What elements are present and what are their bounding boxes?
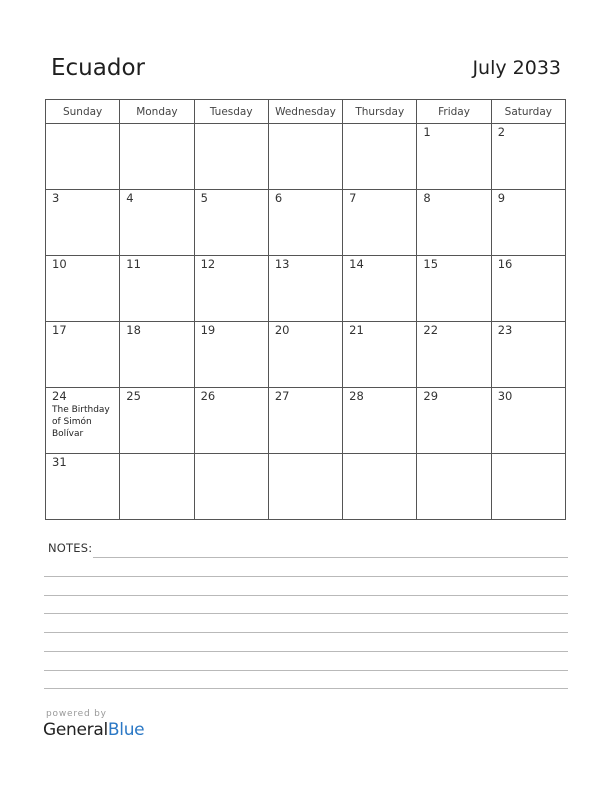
note-line (44, 632, 568, 633)
day-number: 17 (52, 323, 67, 337)
day-number: 25 (126, 389, 141, 403)
day-number: 22 (423, 323, 439, 337)
day-cell (46, 322, 120, 388)
day-cell (491, 124, 565, 190)
day-number: 6 (274, 191, 283, 205)
weekday-friday: Friday (417, 100, 491, 124)
day-cell (46, 454, 120, 520)
day-number: 14 (349, 257, 364, 271)
day-cell (343, 388, 417, 454)
note-line (44, 613, 568, 614)
day-number (343, 454, 416, 456)
day-cell (120, 454, 194, 520)
day-cell (417, 454, 491, 520)
day-cell (194, 124, 268, 190)
generalblue-logo (43, 720, 144, 740)
day-cell (46, 124, 120, 190)
day-number: 21 (349, 323, 364, 337)
day-cell (417, 388, 491, 454)
day-cell (491, 322, 565, 388)
week-row (46, 454, 566, 520)
day-number: 18 (126, 323, 141, 337)
week-row (46, 190, 566, 256)
notes-label: NOTES: (48, 541, 93, 555)
day-number (343, 124, 416, 126)
day-number (417, 454, 490, 456)
day-number: 11 (126, 257, 141, 271)
day-cell (120, 124, 194, 190)
weekday-header-row (46, 100, 566, 124)
day-cell (194, 190, 268, 256)
weekday-thursday: Thursday (343, 100, 417, 124)
day-number: 24 (52, 389, 67, 403)
day-number: 2 (497, 125, 506, 139)
day-cell (194, 388, 268, 454)
day-cell (194, 454, 268, 520)
day-number: 16 (497, 257, 513, 271)
day-cell (120, 256, 194, 322)
weekday-saturday: Saturday (491, 100, 565, 124)
month-year-title: July 2033 (472, 57, 561, 79)
day-number: 19 (200, 323, 216, 337)
day-number: 31 (52, 455, 67, 469)
day-cell (491, 256, 565, 322)
day-cell (268, 454, 342, 520)
day-cell (417, 322, 491, 388)
day-cell (268, 190, 342, 256)
day-number: 5 (200, 191, 208, 205)
day-number (195, 454, 268, 456)
day-cell (491, 454, 565, 520)
week-row (46, 388, 566, 454)
brand-general: General (43, 720, 108, 740)
day-cell (491, 388, 565, 454)
day-cell (417, 256, 491, 322)
day-cell (46, 190, 120, 256)
note-line (44, 670, 568, 671)
holiday-label: The Birthday of Simón Bolívar (52, 405, 110, 439)
day-number: 4 (126, 191, 134, 205)
day-number: 27 (274, 389, 290, 403)
week-row (46, 322, 566, 388)
week-row (46, 256, 566, 322)
day-number (46, 124, 119, 126)
day-cell (268, 322, 342, 388)
brand-blue: Blue (107, 720, 145, 740)
day-cell (120, 322, 194, 388)
day-cell (194, 256, 268, 322)
day-number: 23 (497, 323, 513, 337)
day-number (195, 124, 268, 126)
day-number: 10 (52, 257, 67, 271)
day-cell (268, 256, 342, 322)
day-number (492, 454, 565, 456)
note-line (44, 651, 568, 652)
note-line (93, 557, 568, 558)
weekday-sunday: Sunday (46, 100, 120, 124)
powered-by-text: powered by (46, 709, 107, 719)
day-number: 13 (274, 257, 290, 271)
calendar-grid (45, 99, 566, 520)
day-number: 7 (349, 191, 357, 205)
day-number: 29 (423, 389, 439, 403)
day-cell (343, 124, 417, 190)
day-cell (46, 388, 120, 454)
day-cell (268, 124, 342, 190)
note-line (44, 688, 568, 689)
day-cell (343, 322, 417, 388)
day-cell (46, 256, 120, 322)
weekday-wednesday: Wednesday (268, 100, 342, 124)
country-title: Ecuador (51, 55, 145, 81)
day-number (120, 124, 193, 126)
day-number (269, 454, 342, 456)
week-row (46, 124, 566, 190)
day-cell (343, 256, 417, 322)
day-number: 12 (200, 257, 216, 271)
day-number: 9 (497, 191, 506, 205)
day-number (120, 454, 193, 456)
day-number: 15 (423, 257, 439, 271)
note-line (44, 595, 568, 596)
day-number: 28 (349, 389, 364, 403)
day-cell (343, 454, 417, 520)
day-cell (491, 190, 565, 256)
day-cell (343, 190, 417, 256)
day-cell (417, 124, 491, 190)
day-cell (194, 322, 268, 388)
day-cell (417, 190, 491, 256)
day-cell (268, 388, 342, 454)
day-number: 26 (200, 389, 216, 403)
weekday-monday: Monday (120, 100, 194, 124)
note-line (44, 576, 568, 577)
weekday-tuesday: Tuesday (194, 100, 268, 124)
day-number (269, 124, 342, 126)
day-number: 30 (497, 389, 513, 403)
day-cell (120, 190, 194, 256)
day-number: 20 (274, 323, 290, 337)
day-number: 3 (52, 191, 60, 205)
day-number: 1 (423, 125, 431, 139)
day-number: 8 (423, 191, 431, 205)
day-cell (120, 388, 194, 454)
